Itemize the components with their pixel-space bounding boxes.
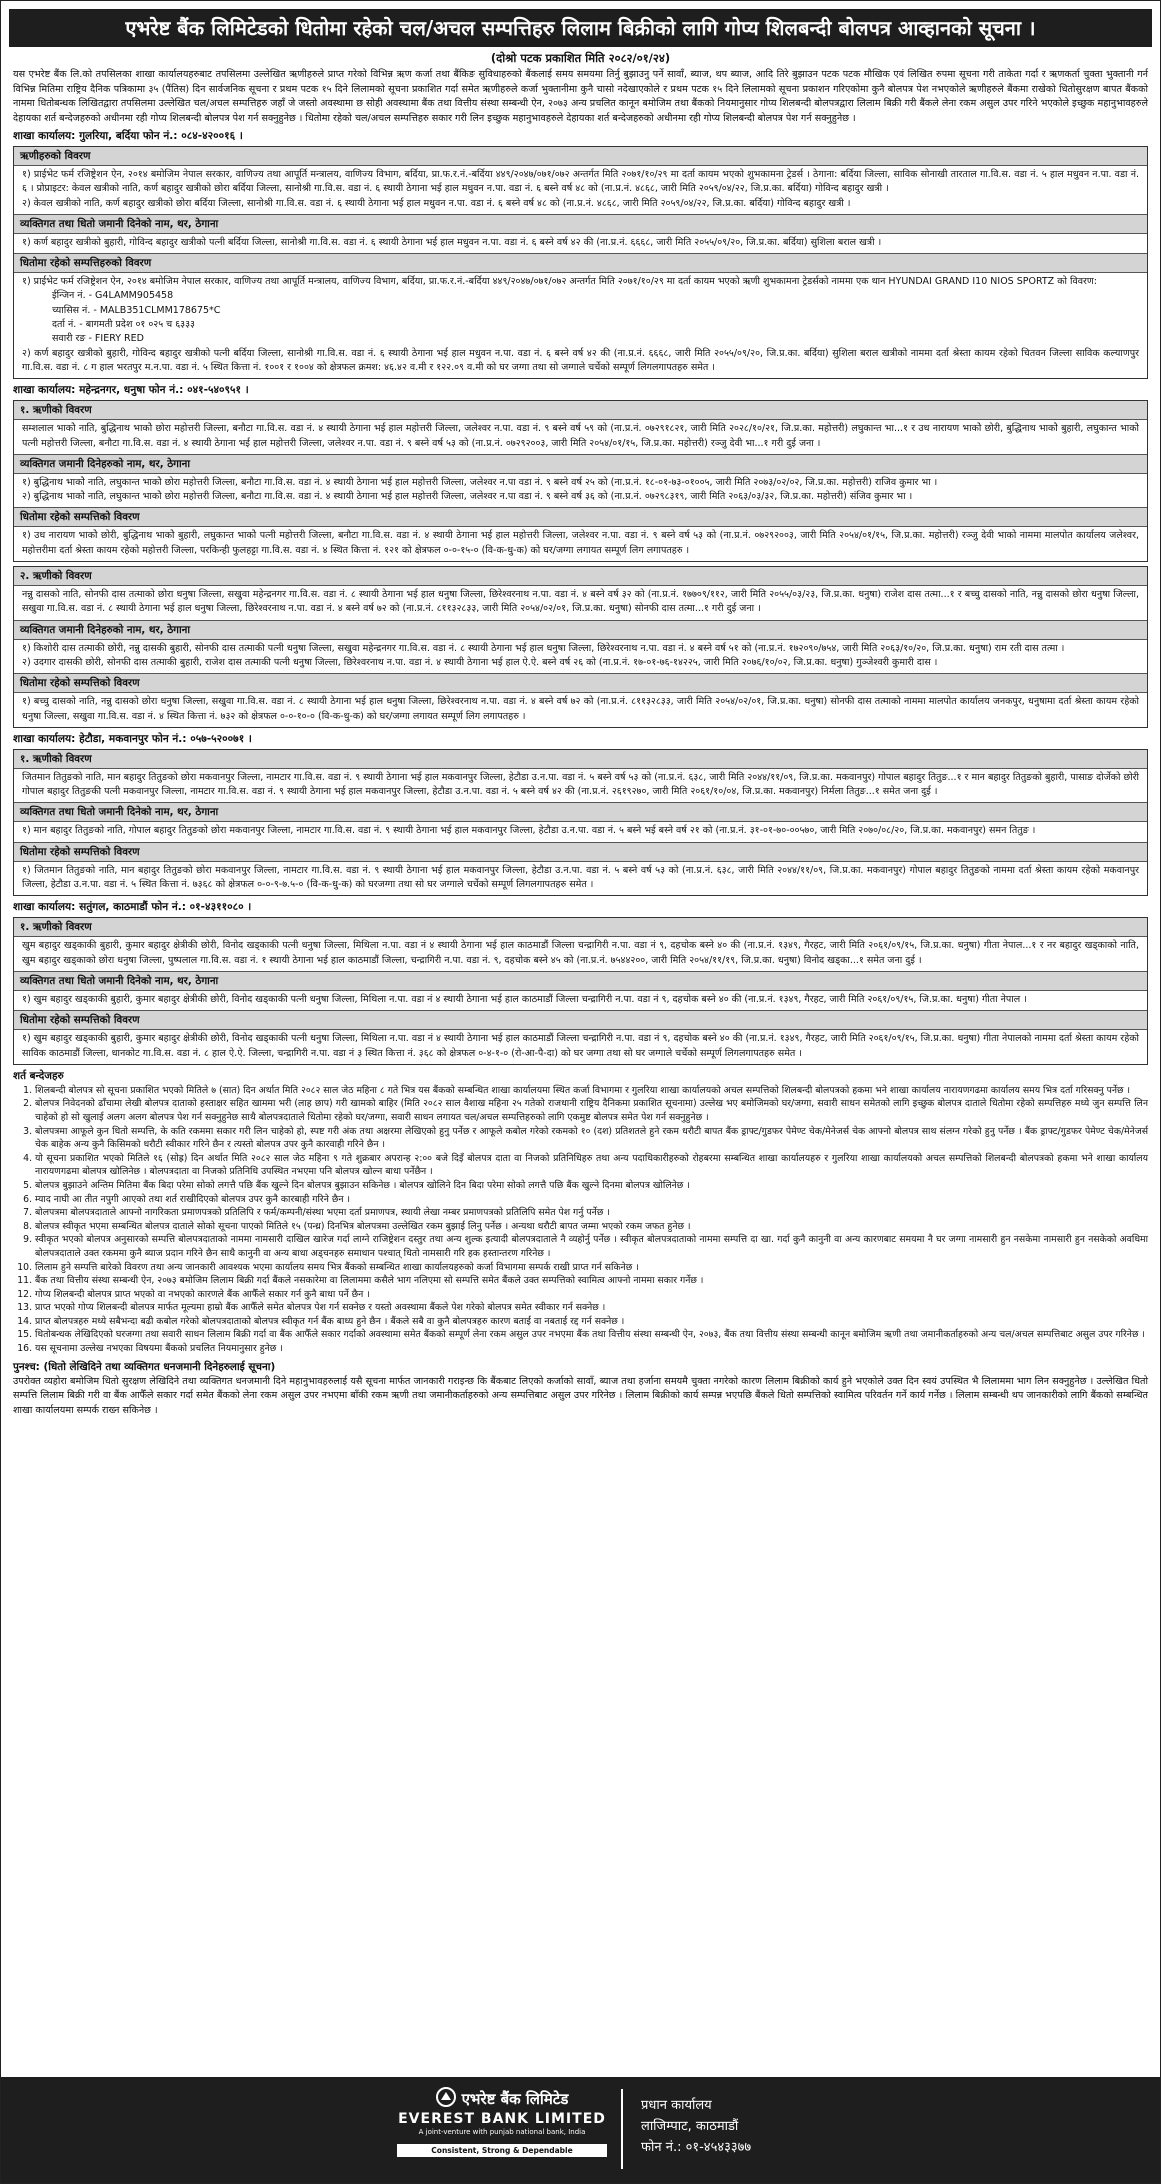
tagline: Consistent, Strong & Dependable bbox=[397, 2144, 607, 2157]
section-item: सम्शलाल भाकोे नाति, बुद्धिनाथ भाकोे छोरा महोत्तरी जिल्ला, बनौटा गा.वि.स. वडा नं. ४ स्थायी ठेगाना भई हाल महोत्तरी जिल्ला, जलेश्वर न.पा. वडा नं. ९ बस्ने वर्ष ५९ को (ना.प्र.नं. ०७२९१८२१, जारी मिति २०२८/१०/२१, जि.प्र.का. महोत्तरी) लघुकान्त भा...१ र उध नारायण भाकोे छोरी, बुद्धिनाथ भाकोे बुहारी, लघुकान्त भाकोे पत्नी महोत्तरी जिल्ला, बनौटा गा.वि.स. वडा नं. ४ स्थायी ठेगाना भई हाल महोत्तरी जिल्ला, जलेश्वर न.पा. वडा नं. ९ बस्ने वर्ष ५३ को (ना.प्र.नं. ०७२९२००३, जारी मिति २०५४/०१/१५, जि.प्र.का. महोत्तरी) रञ्जु देवी भा...१ गरी दुई जना । bbox=[22, 423, 1139, 449]
section-heading: व्यक्तिगत जमानी दिनेहरुको नाम, थर, ठेगाना bbox=[14, 454, 1147, 474]
branch-office-line: शाखा कार्यालय: हेटौडा, मकवानपुर फोन नं.: ०५७-५२००७१ । bbox=[13, 732, 252, 745]
branch-details-box bbox=[13, 146, 1148, 379]
section-body bbox=[14, 586, 1147, 620]
section-item: १) बच्चु दासको नाति, नन्नु दासको छोरा धनुषा जिल्ला, सखुवा गा.वि.स. वडा नं. ८ स्थायी ठेगाना भई हाल धनुषा जिल्ला, छिरेश्वरनाथ न.पा. वडा नं. ४ बस्ने वर्ष ७२ को (ना.प्र.नं. ८११३२८३३, जारी मिति २०५४/०२/०१, जि.प्र.का. धनुषा) सोनफी दास तत्माको नाममा मालपोत कार्यालय जनकपुर, धनुषामा दर्ता श्रेस्ता कायम रहेको धनुषा जिल्ला, सखुवा गा.वि.स. वडा नं. ४ स्थित कित्ता नं. ७३२ को क्षेत्रफल ०-०-१०-० (वि-क-धु-क) को घर/जग्गा लगायत सम्पूर्ण लिग लगापतहरु । bbox=[22, 696, 1139, 722]
logo-english-name: EVEREST BANK LIMITED bbox=[398, 2111, 606, 2127]
section-heading: १. ऋणीको विवरण bbox=[14, 750, 1147, 769]
section-item: १) किशोरी दास तत्माकी छोरी, नन्नु दासकी बुहारी, सोनफी दास तत्माकी पत्नी धनुषा जिल्ला, सखुवा महेन्द्रनगर गा.वि.स. वडा नं. ८ स्थायी ठेगाना भई हाल धनुषा जिल्ला, छिरेश्वरनाथ न.पा. वडा नं. ४ बस्ने वर्ष ५१ को (ना.प्र.नं. १७२०९०/७५४, जारी मिति २०६३/१०/२०, जि.प्र.का. धनुषा) राम रती दास तत्मा । bbox=[22, 642, 1065, 654]
section-body bbox=[14, 991, 1147, 1010]
section-body bbox=[14, 166, 1147, 214]
section-item: १) मान बहादुर तितुङको नाति, गोपाल बहादुर तितुङको छोरा मकवानपुर जिल्ला, नामटार गा.वि.स. वडा नं. ९ स्थायी ठेगाना भई हाल मकवानपुर जिल्ला, हेटौडा उ.न.पा. वडा नं. ५ बस्ने भई बस्ने वर्ष २१ को (ना.प्र.नं. ३१-०१-७०-००५७०, जारी मिति २०७०/०८/२०, जि.प्र.का. मकवानपुर) समन तितुङ । bbox=[22, 825, 1036, 837]
section-item: खुम बहादुर खड्काकी बुहारी, कुमार बहादुर क्षेत्रीकी छोरी, विनोद खड्काकी पत्नी धनुषा जिल्ला, मिथिला न.पा. वडा नं ४ स्थायी ठेगाना भई हाल काठमाडौं जिल्ला चन्द्रागिरी न.पा. वडा नं ९, दहचोक बस्ने ४० की (ना.प्र.नं. १३४९, गैरहट, जारी मिति २०६१/०९/१५, जि.प्र.का. धनुषा) गीता नेपाल...१ र नर बहादुर खड्काको नाति, खुम बहादुर खड्काको छोरा धनुषा जिल्ला, पुष्पलाल गा.वि.स. वडा नं. १ स्थायी ठेगाना भई हाल काठमाडौं जिल्ला, चन्द्रागिरी न.पा. वडा नं. ९, दहचोक बस्ने ४५ को (ना.प्र.नं. ७५४४२००, जारी मिति २०५४/११/१९, जि.प्र.का. धनुषा) विनोद खड्का...१ समेत जना दुई । bbox=[22, 940, 1139, 966]
section-heading: धितोमा रहेको सम्पत्तिको विवरण bbox=[14, 1010, 1147, 1030]
section-heading: ऋणीहरुको विवरण bbox=[14, 147, 1147, 166]
term-item: 10. लिलाम हुने सम्पत्ति बारेको विवरण तथा अन्य जानकारी आवश्यक भएमा कार्यालय समय भित्र बैंकको सम्बन्धित शाखा कार्यालयहरुको कर्जा विभागमा सम्पर्क राखी प्राप्त गर्न सकिनेछ । bbox=[35, 1261, 1148, 1275]
intro-paragraph: यस एभरेष्ट बैंक लि.को तपसिलका शाखा कार्यालयहरुबाट तपसिलमा उल्लेखित ऋणीहरुले प्राप्त गरेको विभिन्न ऋण कर्जा तथा बैंकिङ सुविधाहरुको बैंकलाई समय समयमा तिर्नु बुझाउनु पर्ने सावाँ, ब्याज, थप ब्याज, आदि तिरे बुझाउन पटक पटक मौखिक एवं लिखित रुपमा सूचना गरी ताकेता गर्दा र ऋणकर्ता चुक्ता भुक्तानी गर्न विभिन्न मितिमा राष्ट्रिय दैनिक पत्रिकामा ३५ (पैंतिस) दिन सार्वजनिक सूचना र प्रथम पटक १५ दिने लिलामको सूचना प्रकाशित गर्दा समेत ऋणीहरुले कर्जा भुक्तानीमा कुनै चासो नदेखाएकोले र प्रथम पटक १५ दिने लिलामको सूचना प्रकाशन गरिएकोमा कुनै बोलपत्र पेश नभएकोले ऋणीहरुले बैंकमा राखेको धितोसुरक्षण बापत बैंकको नाममा धितोबन्धक लिखितद्वारा तपसिलमा उल्लेखित चल/अचल सम्पत्तिहरु जहाँ जे जस्तो अवस्थामा छ सोही अवस्थामा बैंक तथा वित्तीय संस्था सम्बन्धी ऐन, २०७३ अन्य प्रचलित कानून बमोजिम तथा बैंकको नियमानुसार गोप्य शिलबन्दी बोलपत्रद्वारा लिलाम बिक्री गरी बैंकले लेना रकम असुल उपर गरिने भएकोले इच्छुक महानुभावहरुले देहायका शर्त बन्देजहरुको अधीनमा रही गोप्य शिलबन्दी बोलपत्र पेश गर्न सक्नुहुनेछ । धितोमा रहेको चल/अचल सम्पत्तिहरु सकार गरी लिन इच्छुक महानुभावहरुले देहायका शर्त बन्देजहरुको अधीनमा रही गोप्य शिलबन्दी बोलपत्र पेश गर्न सक्नुहुनेछ । bbox=[13, 69, 1148, 124]
section-heading: व्यक्तिगत तथा धितो जमानी दिनेको नाम, थर, ठेगाना bbox=[14, 971, 1147, 991]
section-body bbox=[14, 937, 1147, 971]
section-item: नन्नु दासको नाति, सोनफी दास तत्माको छोरा धनुषा जिल्ला, सखुवा महेन्द्रनगर गा.वि.स. वडा नं. ८ स्थायी ठेगाना भई हाल धनुषा जिल्ला, छिरेश्वरनाथ न.पा. वडा नं. ४ बस्ने वर्ष ३२ को (ना.प्र.नं. १७७०९/११२, जारी मिति २०५५/०३/२३, जि.प्र.का. धनुषा) राजेश दास तत्मा...१ र बच्चु दासको नाति, नन्नु दासको छोरा धनुषा जिल्ला, सखुवा गा.वि.स. वडा नं. ८ स्थायी ठेगाना भई हाल धनुषा जिल्ला, छिरेश्वरनाथ न.पा. वडा नं. ४ बस्ने वर्ष ७२ को (ना.प्र.नं. ८११३२८३३, जारी मिति २०५४/०२/०१, जि.प्र.का. धनुषा) सोनफी दास तत्मा...१ गरी दुई जना । bbox=[22, 589, 1139, 615]
section-item: २) उदगार दासकी छोरी, सोनफी दास तत्माकी बुहारी, राजेश दास तत्माकी पत्नी धनुषा जिल्ला, छिरेश्वरनाथ न.पा. वडा नं. ४ स्थायी ठेगाना भई हाल ऐ.ऐ. बस्ने वर्ष २६ को (ना.प्र.नं. १७-०१-७६-१४२२५, जारी मिति २०७६/१०/०२, जि.प्र.का. धनुषा) गुञ्जेश्वरी कुमारी दास । bbox=[22, 656, 938, 668]
term-item: 15. धितोबन्धक लेखिदिएको घरजग्गा तथा सवारी साधन लिलाम बिक्री गर्दा वा बैंक आफैँले सकार गर्दाको अवस्थामा समेत बैंकको सम्पूर्ण लेना रकम असुल उपर नभएमा बैंक तथा वित्तीय संस्था सम्बन्धी ऐन, २०७३, बैंक तथा वित्तीय संस्था सम्बन्धी कानून बमोजिम ऋणी तथा जमानीकर्ताहरुको अन्य चल/अचल सम्पत्तिबाट असुल उपर गरिनेछ । bbox=[35, 1328, 1148, 1342]
term-item: 5. बोलपत्र बुझाउने अन्तिम मितिमा बैंक बिदा परेमा सोको लगत्तै पछि बैंक खुल्ने दिन बोलपत्र बुझाउन सकिनेछ । बोलपत्र खोलिने दिन बिदा परेमा सोको लगत्तै पछि बैंक खुल्ने दिनमा बोलपत्र खोलिनेछ । bbox=[35, 1179, 1148, 1193]
section-item: १) बुद्धिनाथ भाकोे नाति, लघुकान्त भाकोे छोरा महोत्तरी जिल्ला, बनौटा गा.वि.स. वडा नं. ४ स्थायी ठेगाना भई हाल महोत्तरी जिल्ला, जलेश्वर न.पा वडा नं. ९ बस्ने वर्ष २५ को (ना.प्र.नं. १८-०१-७३-०१००५, जारी मिति २०७३/०२/०२, जि.प्र.का. महोत्तरी) राजिव कुमार भा । bbox=[22, 476, 938, 488]
terms-heading: शर्त बन्देजहरु bbox=[13, 1069, 64, 1082]
footer-divider bbox=[621, 2089, 623, 2169]
vehicle-detail-line: ईन्जिन नं. - G4LAMM905458 bbox=[52, 290, 174, 302]
section-heading: व्यक्तिगत तथा धितो जमानी दिनेको नाम, थर, ठेगाना bbox=[14, 802, 1147, 822]
logo-nepali-name: एभरेष्ट बैंक लिमिटेड bbox=[461, 2090, 569, 2108]
section-body bbox=[14, 640, 1147, 674]
logo-subtitle: A joint-venture with punjab national bank, India bbox=[418, 2128, 586, 2136]
term-item: 2. बोलपत्र निवेदनको ढाँचामा लेखी बोलपत्र दाताको हस्ताक्षर सहित खाममा भरी (लाह छाप) गरी खामको बाहिर (मिति २०८२ साल वैशाख महिना २५ गतेको राजधानी राष्ट्रिय दैनिकमा प्रकाशित सूचनामा) उल्लेख भए बमोजिमको घर/जग्गा, सवारी साधन समेतको लागि इच्छुक बोलपत्र दाताले धितोमा रहेको सम्पत्तिहरु मध्ये जुन सम्पत्ति लिन चाहेको हो सो खुलाई अलग अलग बोलपत्र पेश गर्न सक्नुहुनेछ साथै बोलपत्रदाताले धितोमा रहेको घर/जग्गा, सवारी साधन लगायत चल/अचल सम्पत्तिहरुको लागि एकमुष्ट बोलपत्र समेत पेश गर्न सक्नुहुनेछ । bbox=[35, 1097, 1148, 1124]
term-item: 7. बोलपत्रमा बोलपत्रदाताले आफ्नो नागरिकता प्रमाणपत्रको प्रतिलिपि र फर्म/कम्पनी/संस्था भएमा दर्ता प्रमाणपत्र, स्थायी लेखा नम्बर प्रमाणपत्रको प्रतिलिपि समेत पेश गर्नु पर्नेछ । bbox=[35, 1206, 1148, 1220]
everest-logo-icon bbox=[436, 2087, 456, 2111]
term-item: 4. यो सूचना प्रकाशित भएको मितिले १६ (सोह्र) दिन अर्थात मिति २०८२ साल जेठ महिना ९ गते शुक्रबार अपरान्ह २:०० बजे दिइँ बोलपत्र दाता वा निजको प्रतिनिधिहरु तथा अन्य पदाधिकारीहरुको रोहबरमा सम्बन्धित शाखा कार्यालयहरु र गुलरिया शाखा कार्यालयको अचल सम्पत्तिको शिलबन्दी बोलपत्रको हकमा भने शाखा कार्यालय नारायणगढमा बोलपत्र खोलिनेछ । बोलपत्रदाता वा निजको प्रतिनिधि उपस्थित नभएमा पनि बोलपत्र खोल्न बाधा पर्नेछैन । bbox=[35, 1152, 1148, 1179]
section-heading: धितोमा रहेको सम्पत्तिहरुको विवरण bbox=[14, 253, 1147, 273]
head-office-block bbox=[641, 2095, 751, 2158]
section-heading: व्यक्तिगत तथा धितो जमानी दिनेको नाम, थर, ठेगाना bbox=[14, 214, 1147, 234]
section-heading: २. ऋणीको विवरण bbox=[14, 567, 1147, 586]
section-item: २) बुद्धिनाथ भाकोे नाति, लघुकान्त भाकोे छोरा महोत्तरी जिल्ला, बनौटा गा.वि.स. वडा नं. ४ स्थायी ठेगाना भई हाल महोत्तरी जिल्ला, जलेश्वर न.पा वडा नं. ९ बस्ने वर्ष ३६ को (ना.प्र.नं. ०७२९८३१९, जारी मिति २०६३/०३/३२, जि.प्र.का. महोत्तरी) संजिव कुमार भा । bbox=[22, 491, 913, 503]
section-body bbox=[14, 273, 1147, 378]
section-item: १) उध नारायण भाकोे छोरी, बुद्धिनाथ भाकोे बुहारी, लघुकान्त भाकोे पत्नी महोत्तरी जिल्ला, बनौटा गा.वि.स. वडा नं. ४ स्थायी ठेगाना भई हाल महोत्तरी जिल्ला, जलेश्वर न.पा. वडा नं. ९ बस्ने वर्ष ५३ को (ना.प्र.नं. ०७२९२००३, जारी मिति २०५४/०१/१५, जि.प्र.का. महोत्तरी) रञ्जु देवी भाको नाममा मालपोत कार्यालय जलेश्वर, महोत्तरीमा दर्ता श्रेस्ता कायम रहेको महोत्तरी जिल्ला, परकिन्ही फुलहट्टा गा.वि.स. वडा नं. ४ स्थित कित्ता नं. १२१ को क्षेत्रफल ०-०-१५-० (वि-क-धु-क) को घर/जग्गा लगायत सम्पूर्ण लिग लगापतहरु । bbox=[22, 530, 1139, 556]
section-heading: व्यक्तिगत जमानी दिनेहरुको नाम, थर, ठेगाना bbox=[14, 620, 1147, 640]
section-body bbox=[14, 474, 1147, 508]
branch-details-box bbox=[13, 749, 1148, 896]
section-item: १) प्राईभेट फर्म रजिष्ट्रेशन ऐन, २०१४ बमोजिम नेपाल सरकार, वाणिज्य तथा आपूर्ति मन्त्रालय, वाणिज्य विभाग, बर्दिया, प्रा.फ.र.नं.-बर्दिया ४४९/२०४७/०७१/०७२ अन्तर्गत मिति २०७१/१०/२९ मा दर्ता कायम भएको शुभकामना ट्रेडर्स । ठेगाना: बर्दिया जिल्ला, साविक सोनाखी तारताल गा.वि.स. वडा नं. ५ हाल मधुवन न.पा. वडा नं. ६ । प्रोप्राइटर: केवल खत्रीको नाति, कर्ण बहादुर खत्रीको छोरा बर्दिया जिल्ला, सानोश्री गा.वि.स. वडा नं. ६ स्थायी ठेगाना भई हाल मधुवन न.पा. वडा नं. ६ बस्ने वर्ष ४८ को (ना.प्र.नं. ४८६८, जारी मिति २०५९/०४/२२, जि.प्र.का. बर्दिया) गोविन्द बहादुर खत्री । bbox=[22, 169, 1139, 195]
section-item: २) केवल खत्रीको नाति, कर्ण बहादुर खत्रीको छोरा बर्दिया जिल्ला, सानोश्री गा.वि.स. वडा नं. ६ स्थायी ठेगाना भई हाल मधुवन न.पा. वडा नं. ६ बस्ने वर्ष ४८ को (ना.प्र.नं. ४८६८, जारी मिति २०५९/०४/२२, जि.प्र.का. बर्दिया) गोविन्द बहादुर खत्री । bbox=[22, 197, 851, 209]
term-item: 11. बैंक तथा वित्तीय संस्था सम्बन्धी ऐन, २०७३ बमोजिम लिलाम बिक्री गर्दा बैंकले नसकारेमा वा लिलाममा कसैले भाग नलिएमा सो सम्पत्ति समेत बैंकले उक्त सम्पत्तिको स्वामित्व आफ्नो नाममा सकार गर्नेछ । bbox=[35, 1274, 1148, 1288]
section-item: १) खुम बहादुर खड्काकी बुहारी, कुमार बहादुर क्षेत्रीकी छोरी, विनोद खड्काकी पत्नी धनुषा जिल्ला, मिथिला न.पा. वडा नं ४ स्थायी ठेगाना भई हाल काठमाडौं जिल्ला चन्द्रागिरी न.पा. वडा नं ९, दहचोक बस्ने ४० की (ना.प्र.नं. १३४९, गैरहट, जारी मिति २०६१/०९/१५, जि.प्र.का. धनुषा) गीता नेपालको नाममा दर्ता श्रेस्ता कायम रहेको साविक काठमाडौं जिल्ला, धानकोट गा.वि.स. वडा नं. ८ हाल ऐ.ऐ. जिल्ला, चन्द्रागिरी न.पा. वडा नं ३ स्थित कित्ता नं. ३६८ को क्षेत्रफल ०-४-१-० (रो-आ-पै-दा) को घर जग्गा तथा सो घर जग्गाले चर्चेको सम्पूर्ण लिगलगापतहरु समेत । bbox=[22, 1033, 1139, 1059]
section-item: १) खुम बहादुर खड्काकी बुहारी, कुमार बहादुर क्षेत्रीकी छोरी, विनोद खड्काकी पत्नी धनुषा जिल्ला, मिथिला न.पा. वडा नं ४ स्थायी ठेगाना भई हाल काठमाडौं जिल्ला चन्द्रागिरी न.पा. वडा नं ९, दहचोक बस्ने ४० की (ना.प्र.नं. १३४९, गैरहट, जारी मिति २०६१/०९/१५, जि.प्र.का. धनुषा) गीता नेपाल । bbox=[22, 993, 1027, 1005]
notice-heading: पुनश्च: (धितो लेखिदिने तथा व्यक्तिगत धनजमानी दिनेहरुलाई सूचना) bbox=[13, 1360, 276, 1373]
section-heading: १. ऋणीको विवरण bbox=[14, 401, 1147, 420]
branch-details-box bbox=[13, 566, 1148, 728]
branch-office-line: शाखा कार्यालय: महेन्द्रनगर, धनुषा फोन नं.: ०४१-५४०९५१ । bbox=[13, 384, 249, 397]
terms-list bbox=[13, 1084, 1148, 1356]
section-item: १) जितमान तितुङको नाति, मान बहादुर तितुङको छोरा मकवानपुर जिल्ला, नामटार गा.वि.स. वडा नं. ९ स्थायी ठेगाना भई हाल मकवानपुर जिल्ला, हेटौडा उ.न.पा. वडा नं. ५ बस्ने वर्ष ५३ को (ना.प्र.नं. ६३८, जारी मिति २०४४/११/०९, जि.प्र.का. मकवानपुर) गोपाल बहादुर तितुङको नाममा दर्ता श्रेस्ता कायम रहेको मकवानपुर जिल्ला, हेटौडा उ.न.पा. वडा नं. ५ स्थित कित्ता नं. ७३६८ को क्षेत्रफल ०-०-९-७.५-० (वि-क-धु-क) को घरजग्गा तथा सो घर जग्गाले चर्चेको सम्पूर्ण लिगलगापतहरु समेत । bbox=[22, 864, 1139, 891]
section-heading: धितोमा रहेको सम्पत्तिको विवरण bbox=[14, 507, 1147, 527]
vehicle-detail-line: दर्ता नं. - बागमती प्रदेश ०१ ०२५ च ६३३३ bbox=[52, 319, 195, 331]
term-item: 3. बोलपत्रमा आफूले कुन धितो सम्पत्ति, के कति रकममा सकार गरी लिन चाहेको हो, स्पष्ट गरी अंक तथा अक्षरमा लेखिएको हुनु पर्नेछ र आफूले कबोल गरेको रकमको १० (दश) प्रतिशतले हुने रकम धरौटी बापत बैंक ड्राफ्ट/गुडफर पेमेण्ट चेक/मेनेजर्स चेक आफ्नो बोलपत्र साथ संलग्न गरेको हुनु पर्नेछ । बैंक ड्राफ्ट/गुडफर पेमेण्ट चेक/मेनेजर्स चेक बाहेक अन्य कुनै किसिमको धरौटी स्वीकार गरिने छैन र त्यस्तो बोलपत्र उपर कुनै कारवाही गरिने छैन । bbox=[35, 1125, 1148, 1152]
vehicle-detail-line: च्यासिस नं. - MALB351CLMM178675*C bbox=[52, 304, 221, 316]
section-body bbox=[14, 862, 1147, 896]
section-heading: धितोमा रहेको सम्पत्तिको विवरण bbox=[14, 673, 1147, 693]
head-office-label: प्रधान कार्यालय bbox=[641, 2098, 712, 2113]
term-item: 12. गोप्य शिलबन्दी बोलपत्र प्राप्त भएको वा नभएको कारणले बैंक आफैँले सकार गर्न कुनै बाधा पर्ने छैन । bbox=[35, 1288, 1148, 1302]
section-body bbox=[14, 234, 1147, 253]
section-body bbox=[14, 1030, 1147, 1064]
term-item: 14. प्राप्त बोलपत्रहरु मध्ये सबैभन्दा बढी कबोल गरेको बोलपत्रदाताको बोलपत्र स्वीकृत गर्न बैंक बाध्य हुने छैन । बैंकले सबै वा कुनै बोलपत्रहरु कारण बताई वा नबताई रद्द गर्न सक्नेछ । bbox=[35, 1315, 1148, 1329]
section-body bbox=[14, 693, 1147, 727]
section-body bbox=[14, 822, 1147, 841]
vehicle-detail-line: सवारी रङ - FIERY RED bbox=[52, 333, 144, 345]
publish-date: (दोश्रो पटक प्रकाशित मिति २०८२/०१/२४) bbox=[490, 51, 671, 65]
term-item: 1. शिलबन्दी बोलपत्र सो सूचना प्रकाशित भएको मितिले ७ (सात) दिन अर्थात मिति २०८२ साल जेठ महिना ८ गते भित्र यस बैंकको सम्बन्धित शाखा कार्यालयमा स्थित कर्जा विभागमा र गुलरिया शाखा कार्यालयको अचल सम्पत्तिको शिलबन्दी बोलपत्रको हकमा भने शाखा कार्यालय नारायणगढमा कार्यालय समय भित्र दर्ता गरिसक्नु पर्नेछ । bbox=[35, 1084, 1148, 1098]
section-heading: धितोमा रहेको सम्पत्तिको विवरण bbox=[14, 842, 1147, 862]
section-body bbox=[14, 769, 1147, 803]
section-item: २) कर्ण बहादुर खत्रीको बुहारी, गोविन्द बहादुर खत्रीको पत्नी बर्दिया जिल्ला, सानोश्री गा.वि.स. वडा नं. ६ स्थायी ठेगाना भई हाल मधुवन न.पा. वडा नं. ६ बस्ने वर्ष ४२ की (ना.प्र.नं. ६६६८, जारी मिति २०५५/०९/२०, जि.प्र.का. बर्दिया) सुशिला बराल खत्रीको नाममा दर्ता श्रेस्ता कायम रहेको चितवन जिल्ला साविक कल्याणपुर गा.वि.स. वडा नं. ८ ग हाल भरतपुर म.न.पा. वडा नं. ५ स्थित कित्ता नं. १००१ र १००४ को क्षेत्रफल क्रमश: ४६.४२ व.मी र १२२.०९ व.मी को घर जग्गा तथा सो जग्गाले चर्चेको सम्पूर्ण लिगलगापतहरु समेत । bbox=[22, 347, 1139, 373]
section-body bbox=[14, 420, 1147, 454]
section-item: १) कर्ण बहादुर खत्रीको बुहारी, गोविन्द बहादुर खत्रीको पत्नी बर्दिया जिल्ला, सानोश्री गा.वि.स. वडा नं. ६ स्थायी ठेगाना भई हाल मधुवन न.पा. वडा नं. ६ बस्ने वर्ष ४२ की (ना.प्र.नं. ६६६८, जारी मिति २०५५/०९/२०, जि.प्र.का. बर्दिया) सुशिला बराल खत्री । bbox=[22, 236, 882, 248]
branch-office-line: शाखा कार्यालय: गुलरिया, बर्दिया फोन नं.: ०८४-४२००१६ । bbox=[13, 130, 243, 142]
term-item: 6. म्याद नाघी आ तीत नपुगी आएको तथा शर्त राखीदिएको बोलपत्र उपर कुनै कारबाही गरिने छैन । bbox=[35, 1193, 1148, 1207]
branch-details-box bbox=[13, 400, 1148, 562]
section-item: १) प्राईभेट फर्म रजिष्ट्रेशन ऐन, २०१४ बमोजिम नेपाल सरकार, वाणिज्य तथा आपूर्ति मन्त्रालय, वाणिज्य विभाग, बर्दिया, प्रा.फ.र.नं.-बर्दिया ४४९/२०४७/०७१/०७२ अन्तर्गत मिति २०७१/१०/२९ मा दर्ता कायम भएको ऋणी शुभकामना ट्रेडर्सको नाममा एक थान HYUNDAI GRAND I10 NIOS SPORTZ को विवरण: bbox=[22, 276, 1097, 288]
notice-title: एभरेष्ट बैंक लिमिटेडको धितोमा रहेको चल/अचल सम्पत्तिहरु लिलाम बिक्रीको लागि गोप्य शिलबन्दी बोलपत्र आव्हानको सूचना । bbox=[9, 9, 1152, 47]
section-heading: १. ऋणीको विवरण bbox=[14, 918, 1147, 937]
term-item: 13. प्राप्त भएको गोप्य शिलबन्दी बोलपत्र मार्फत मूल्यमा हाम्रो बैंक आफैँले समेत बोलपत्र पेश गर्न सक्नेछ र यस्तो अवस्थामा बैंकले पेश गरेको बोलपत्र समेत स्वीकार गर्न सक्नेछ । bbox=[35, 1301, 1148, 1315]
head-office-phone: फोन नं.: ०१-४५४३३७७ bbox=[641, 2140, 752, 2155]
section-body bbox=[14, 527, 1147, 561]
head-office-address: लाजिम्पाट, काठमाडौं bbox=[641, 2119, 739, 2134]
term-item: 8. बोलपत्र स्वीकृत भएमा सम्बन्धित बोलपत्र दाताले सोको सूचना पाएको मितिले १५ (पन्ध्र) दिनभित्र बोलपत्रमा उल्लेखित रकम बुझाई लिनु पर्नेछ । अन्यथा धरौटी बापत जम्मा भएको रकम जफत हुनेछ । bbox=[35, 1220, 1148, 1234]
footer-bar bbox=[1, 2077, 1160, 2183]
section-item: जितमान तितुङको नाति, मान बहादुर तितुङको छोरा मकवानपुर जिल्ला, नामटार गा.वि.स. वडा नं. ९ स्थायी ठेगाना भई हाल मकवानपुर जिल्ला, हेटौडा उ.न.पा. वडा नं. ५ बस्ने वर्ष ५३ को (ना.प्र.नं. ६३८, जारी मिति २०४४/११/०९, जि.प्र.का. मकवानपुर) गोपाल बहादुर तितुङ...१ र मान बहादुर तितुङको बुहारी, पासाङ दोर्जेको छोरी गोपाल बहादुर तितुङकी पत्नी मकवानपुर जिल्ला, नामटार गा.वि.स. वडा नं. ९ स्थायी ठेगाना भई हाल मकवानपुर जिल्ला, हेटौडा उ.न.पा. वडा नं. ५ बस्ने वर्ष ४२ की (ना.प्र.नं. २६१९२७०, जारी मिति २०६१/१०/०४, जि.प्र.का. मकवानपुर) निर्मला तितुङ...१ समेत जना दुई । bbox=[22, 771, 1139, 798]
branch-office-line: शाखा कार्यालय: सतुंगल, काठमाडौं फोन नं.: ०१-४३११०८० । bbox=[13, 901, 252, 914]
branches-container bbox=[1, 129, 1160, 1065]
term-item: 9. स्वीकृत भएको बोलपत्र अनुसारको सम्पत्ति बोलपत्रदाताको नाममा नामसारी दाखिल खारेज गर्दा लाग्ने राजिष्ट्रेशन दस्तुर तथा अन्य शुल्क इत्यादी बोलपत्रदाताले नै व्यहोर्नु पर्नेछ । स्वीकृत बोलपत्रदाताको नाममा सम्पत्ति दा खा. गर्दा कुनै कानुनी वा अन्य कारणबाट समयमा नै घर जग्गा नामसारी हुन नसकेमा नामसारी हुन नसकेको अवधिमा बोलपत्रदाताले उक्त रकममा कुनै ब्याज प्रदान गरिने छैन साथै कानुनी वा अन्य बाधा अड्चनहरु समाधान पश्चात् धितो नामसारी गरि हक हस्तान्तरण गरिनेछ । bbox=[35, 1233, 1148, 1260]
notice-text: उपरोक्त व्यहोरा बमोजिम धितो सुरक्षण लेखिदिने तथा व्यक्तिगत धनजमानी दिने महानुभावहरुलाई यसै सूचना मार्फत जानकारी गराइन्छ कि बैंकबाट लिएको कर्जाको सावाँ, ब्याज तथा हर्जाना समयमै चुक्ता नगरेको कारण लिलाम बिक्रीको कार्य हुने भएकोले उक्त दिन स्वयं उपस्थित भै लिलाममा भाग लिन सक्नुहुनेछ । उल्लेखित धितो सम्पत्ति लिलाम बिक्री गरी वा बैंक आफैँले सकार गर्दा समेत बैंकको लेना रकम असुल उपर नभएमा बाँकी रकम ऋणी तथा जमानीकर्ताहरुको अन्य सम्पत्तिबाट असुल उपर गरिनेछ । लिलाम बिक्रीको कार्य सम्पन्न भएपछि बैंकले धितो सम्पत्तिको स्वामित्व परिवर्तन गर्ने कार्य गर्नेछ । लिलाम सम्बन्धी थप जानकारीको लागि बैंकको सम्बन्धित शाखा कार्यालयमा सम्पर्क राख्न सकिनेछ । bbox=[13, 1375, 1148, 1416]
bank-logo bbox=[393, 2087, 611, 2157]
term-item: 16. यस सूचनामा उल्लेख नभएका विषयमा बैंकको प्रचलित नियमानुसार हुनेछ । bbox=[35, 1342, 1148, 1356]
branch-details-box bbox=[13, 917, 1148, 1064]
